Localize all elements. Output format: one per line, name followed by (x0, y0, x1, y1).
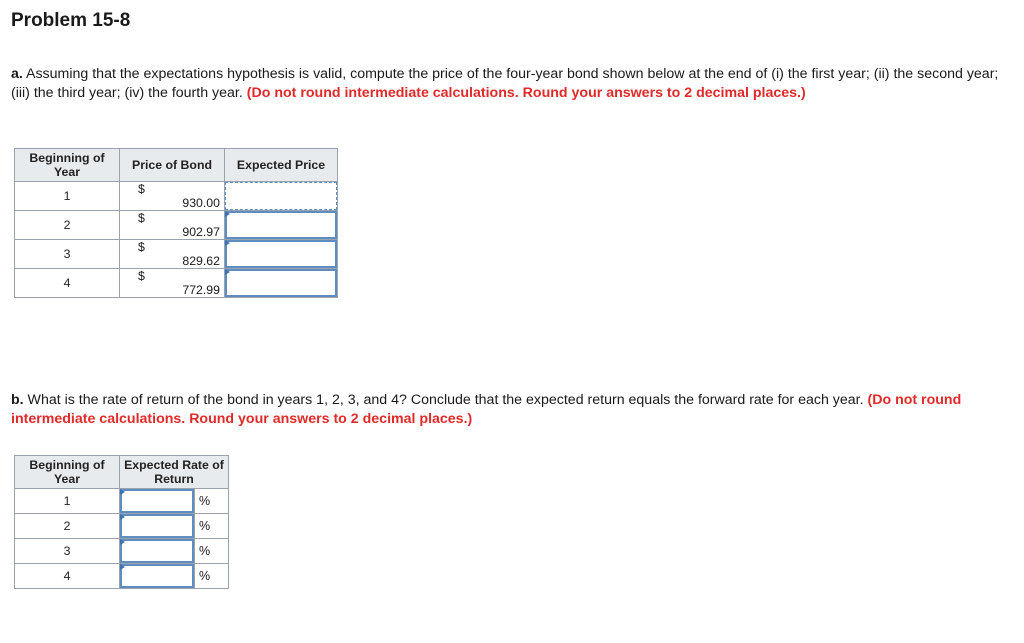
expected-price-input-1[interactable] (225, 182, 338, 211)
rate-input-2[interactable] (120, 514, 195, 539)
part-b-label: b. (11, 392, 24, 408)
part-b-text: What is the rate of return of the bond in years 1, 2, 3, and 4? Conclude that the expected return equals the forward rate for each year. (23, 392, 868, 408)
header-beginning-of-year: Beginning of Year (15, 456, 120, 489)
year-cell: 2 (15, 514, 120, 539)
part-b-instructions (11, 391, 1001, 429)
year-cell: 1 (15, 489, 120, 514)
percent-unit: % (195, 564, 229, 589)
year-cell: 4 (15, 564, 120, 589)
year-cell: 4 (15, 269, 120, 298)
price-cell: $772.99 (120, 269, 225, 298)
rate-input-1[interactable] (120, 489, 195, 514)
table-row (15, 514, 229, 539)
expected-price-input-3[interactable] (225, 240, 338, 269)
table-row (15, 182, 338, 211)
year-cell: 2 (15, 211, 120, 240)
part-a-note: (Do not round intermediate calculations. Round your answers to 2 decimal places.) (246, 85, 806, 101)
price-cell: $902.97 (120, 211, 225, 240)
part-a-label: a. (11, 66, 23, 82)
price-cell: $930.00 (120, 182, 225, 211)
expected-price-input-2[interactable] (225, 211, 338, 240)
year-cell: 3 (15, 539, 120, 564)
part-a-text: Assuming that the expectations hypothesis is valid, compute the price of the four-year bond shown below at the end of (i) the first year; (ii) the second year; (iii) the third year; (iv) the fourth year. (11, 66, 999, 101)
expected-price-input-4[interactable] (225, 269, 338, 298)
table-row (15, 211, 338, 240)
price-cell: $829.62 (120, 240, 225, 269)
header-price-of-bond: Price of Bond (120, 149, 225, 182)
expected-price-table (14, 148, 338, 298)
table-row (15, 240, 338, 269)
percent-unit: % (195, 489, 229, 514)
rate-input-4[interactable] (120, 564, 195, 589)
part-b-note: (Do not round intermediate calculations. Round your answers to 2 decimal places.) (11, 392, 962, 427)
year-cell: 1 (15, 182, 120, 211)
table-row (15, 489, 229, 514)
rate-of-return-table (14, 455, 229, 589)
table-row (15, 564, 229, 589)
header-beginning-of-year: Beginning of Year (15, 149, 120, 182)
part-a-instructions (11, 65, 1001, 103)
problem-title: Problem 15-8 (11, 10, 131, 31)
percent-unit: % (195, 539, 229, 564)
rate-input-3[interactable] (120, 539, 195, 564)
header-expected-price: Expected Price (225, 149, 338, 182)
table-row (15, 539, 229, 564)
table-row (15, 269, 338, 298)
year-cell: 3 (15, 240, 120, 269)
percent-unit: % (195, 514, 229, 539)
header-expected-rate-of-return: Expected Rate of Return (120, 456, 229, 489)
